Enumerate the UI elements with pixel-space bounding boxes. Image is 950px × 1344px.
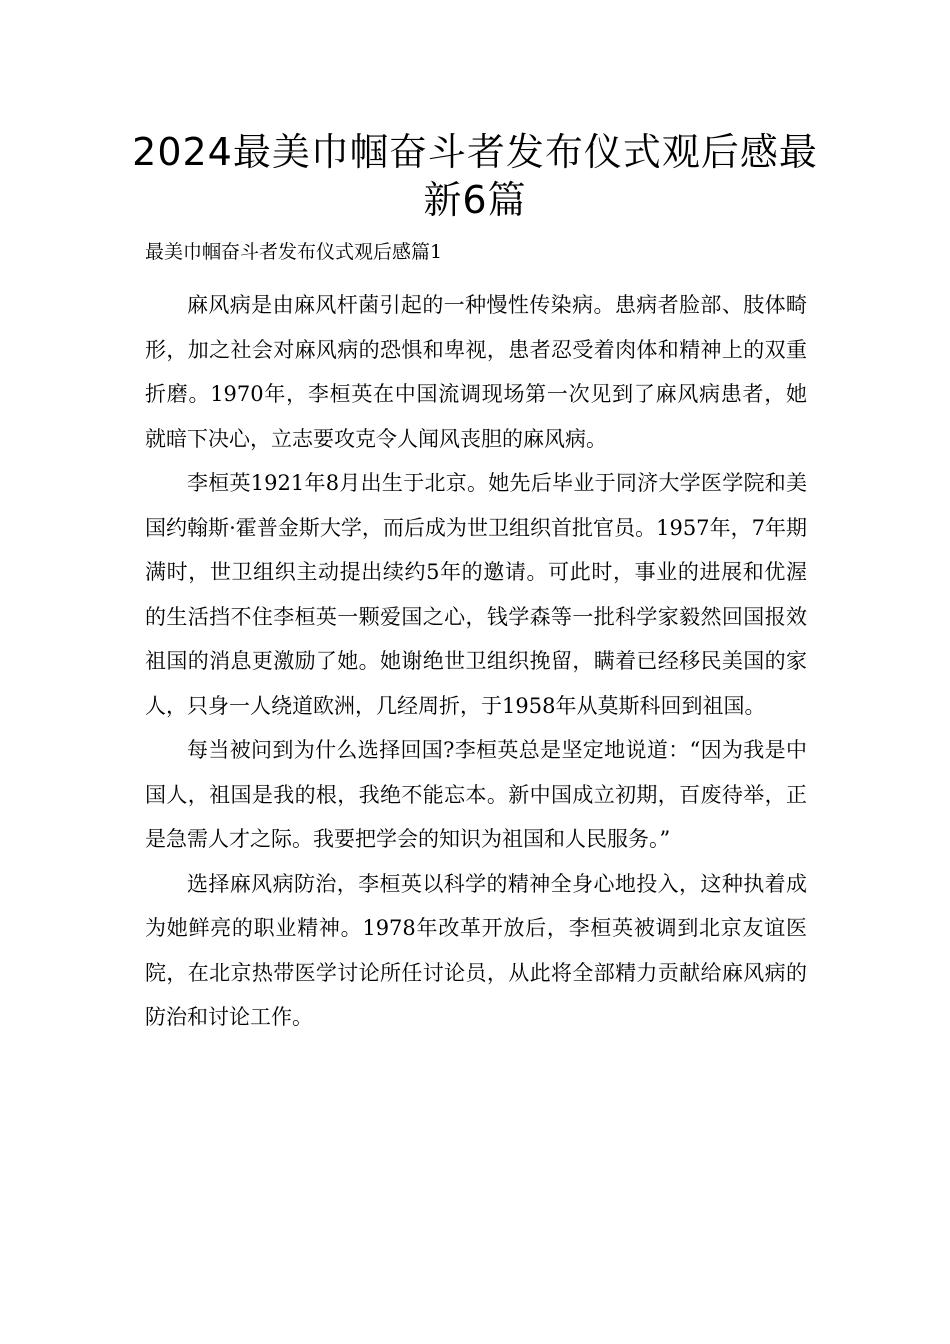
paragraph-4: 选择麻风病防治，李桓英以科学的精神全身心地投入，这种执着成为她鲜亮的职业精神。1978年改革开放后，李桓英被调到北京友谊医院，在北京热带医学讨论所任讨论员，从此将全部精力贡献给麻风病的防治和讨论工作。 bbox=[145, 871, 807, 1029]
paragraph-2: 李桓英1921年8月出生于北京。她先后毕业于同济大学医学院和美国约翰斯·霍普金斯大学，而后成为世卫组织首批官员。1957年，7年期满时，世卫组织主动提出续约5年的邀请。可此时，事业的进展和优渥的生活挡不住李桓英一颗爱国之心，钱学森等一批科学家毅然回国报效祖国的消息更激励了她。她谢绝世卫组织挽留，瞒着已经移民美国的家人，只身一人绕道欧洲，几经周折，于1958年从莫斯科回到祖国。 bbox=[145, 471, 807, 718]
section-heading: 最美巾帼奋斗者发布仪式观后感篇1 bbox=[145, 241, 443, 263]
paragraph-1: 麻风病是由麻风杆菌引起的一种慢性传染病。患病者脸部、肢体畸形，加之社会对麻风病的恐惧和卑视，患者忍受着肉体和精神上的双重折磨。1970年，李桓英在中国流调现场第一次见到了麻风病患者，她就暗下决心，立志要攻克令人闻风丧胆的麻风病。 bbox=[145, 293, 807, 451]
paragraph-3: 每当被问到为什么选择回国?李桓英总是坚定地说道：“因为我是中国人，祖国是我的根，我绝不能忘本。新中国成立初期，百废待举，正是急需人才之际。我要把学会的知识为祖国和人民服务。” bbox=[145, 738, 807, 851]
document-title: 2024最美巾帼奋斗者发布仪式观后感最新6篇 bbox=[132, 130, 818, 222]
document-body bbox=[145, 283, 807, 1040]
